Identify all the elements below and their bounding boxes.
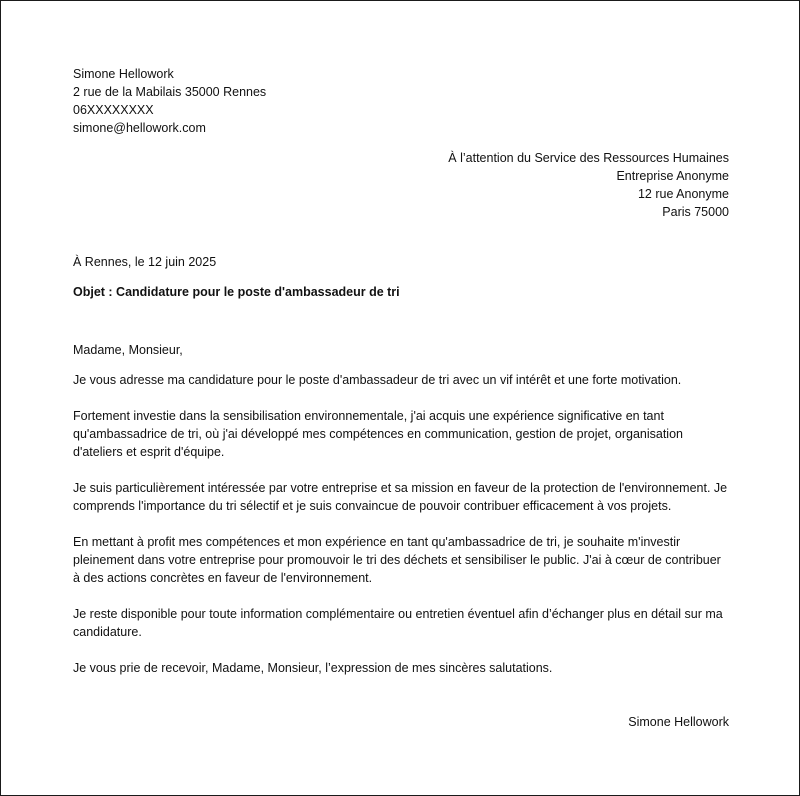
sender-name: Simone Hellowork — [73, 67, 174, 81]
recipient-company: Entreprise Anonyme — [616, 169, 729, 183]
letter-paragraph: Je suis particulièrement intéressée par votre entreprise et sa mission en faveur de la protection de l'environnement. Je comprends l'importance du tri sélectif et je suis convaincue de pouvoir contribuer efficacement à vos projets. — [73, 481, 728, 513]
recipient-street: 12 rue Anonyme — [637, 187, 729, 201]
closing-formula: Je vous prie de recevoir, Madame, Monsieur, l’expression de mes sincères salutations. — [73, 661, 553, 675]
letter-paragraph: En mettant à profit mes compétences et mon expérience en tant qu'ambassadrice de tri, je souhaite m'investir pleinement dans votre entreprise pour promouvoir le tri des déchets et sensibiliser le public. J'ai à cœur de contribuer à des actions concrètes en faveur de l'environnement. — [73, 535, 721, 585]
salutation: Madame, Monsieur, — [73, 343, 183, 357]
letter-paragraph: Je vous adresse ma candidature pour le poste d'ambassadeur de tri avec un vif intérêt et une forte motivation. — [73, 373, 682, 387]
recipient-block — [73, 149, 729, 221]
sender-address: 2 rue de la Mabilais 35000 Rennes — [73, 85, 267, 99]
letter-paragraph: Fortement investie dans la sensibilisation environnementale, j'ai acquis une expérience significative en tant qu'ambassadrice de tri, où j'ai développé mes compétences en communication, gestion de projet, organisation d'ateliers et esprit d'équipe. — [73, 409, 683, 459]
sender-email: simone@hellowork.com — [73, 121, 206, 135]
letter-subject: Objet : Candidature pour le poste d'ambassadeur de tri — [73, 285, 400, 299]
place-date: À Rennes, le 12 juin 2025 — [73, 255, 217, 269]
recipient-city: Paris 75000 — [662, 205, 729, 219]
sender-block — [73, 65, 729, 137]
letter-paragraph: Je reste disponible pour toute information complémentaire ou entretien éventuel afin d’échanger plus en détail sur ma candidature. — [73, 607, 723, 639]
sender-phone: 06XXXXXXXX — [73, 103, 154, 117]
signature: Simone Hellowork — [628, 715, 729, 729]
recipient-attention: À l’attention du Service des Ressources Humaines — [448, 151, 729, 165]
